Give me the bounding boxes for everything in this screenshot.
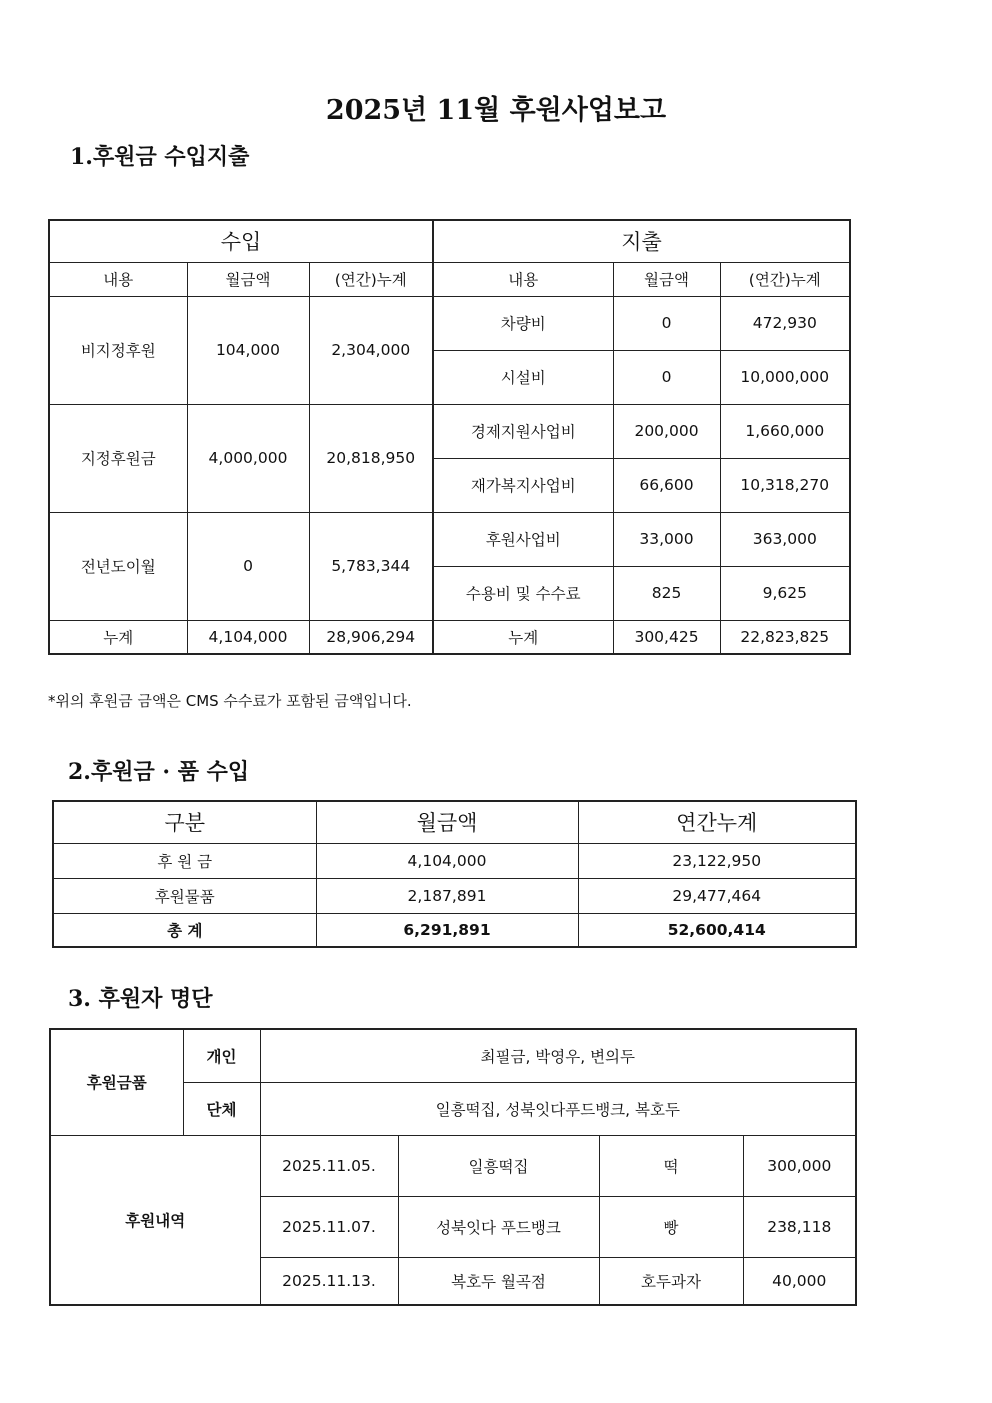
expense-total-cum: 22,823,825 xyxy=(720,620,850,654)
income-total-month: 4,104,000 xyxy=(187,620,309,654)
history-label: 후원내역 xyxy=(50,1135,260,1305)
income-total-label: 누계 xyxy=(49,620,187,654)
table-row xyxy=(53,843,856,878)
expense-cum: 9,625 xyxy=(720,566,850,620)
donor-name: 성북잇다 푸드뱅크 xyxy=(398,1196,599,1257)
fee-note: *위의 후원금 금액은 CMS 수수료가 포함된 금액입니다. xyxy=(48,692,412,710)
income-name: 지정후원금 xyxy=(49,404,187,512)
table-row xyxy=(49,404,850,458)
individual-names: 최필금, 박영우, 변의두 xyxy=(260,1029,856,1082)
category: 후원물품 xyxy=(53,878,316,913)
group-label: 단체 xyxy=(183,1082,260,1135)
document-title: 2025년 11월 후원사업보고 xyxy=(325,95,667,126)
expense-name: 차량비 xyxy=(433,296,613,350)
donation-amount: 40,000 xyxy=(743,1257,856,1305)
income-expense-table xyxy=(48,219,851,655)
income-name: 비지정후원 xyxy=(49,296,187,404)
expense-name: 재가복지사업비 xyxy=(433,458,613,512)
income-total-cum: 28,906,294 xyxy=(309,620,433,654)
donation-amount: 300,000 xyxy=(743,1135,856,1196)
income-header: 수입 xyxy=(49,220,433,262)
col-income-cum: (연간)누계 xyxy=(309,262,433,296)
donation-item: 떡 xyxy=(599,1135,743,1196)
donation-date: 2025.11.07. xyxy=(260,1196,398,1257)
donation-item: 호두과자 xyxy=(599,1257,743,1305)
donation-item: 빵 xyxy=(599,1196,743,1257)
expense-name: 수용비 및 수수료 xyxy=(433,566,613,620)
expense-month: 66,600 xyxy=(613,458,720,512)
table-row xyxy=(50,1135,856,1196)
individual-label: 개인 xyxy=(183,1029,260,1082)
income-cum: 5,783,344 xyxy=(309,512,433,620)
total-row xyxy=(49,620,850,654)
month-amount: 4,104,000 xyxy=(316,843,578,878)
expense-name: 경제지원사업비 xyxy=(433,404,613,458)
month-amount: 2,187,891 xyxy=(316,878,578,913)
expense-total-label: 누계 xyxy=(433,620,613,654)
col-expense-name: 내용 xyxy=(433,262,613,296)
income-name: 전년도이월 xyxy=(49,512,187,620)
table-row xyxy=(53,878,856,913)
expense-month: 33,000 xyxy=(613,512,720,566)
expense-header: 지출 xyxy=(433,220,850,262)
col-expense-month: 월금액 xyxy=(613,262,720,296)
col-month: 월금액 xyxy=(316,801,578,843)
col-income-name: 내용 xyxy=(49,262,187,296)
table-row xyxy=(49,512,850,566)
expense-name: 시설비 xyxy=(433,350,613,404)
section-1-title: 1.후원금 수입지출 xyxy=(70,144,250,170)
total-month: 6,291,891 xyxy=(316,913,578,947)
annual-amount: 29,477,464 xyxy=(578,878,856,913)
donation-date: 2025.11.13. xyxy=(260,1257,398,1305)
expense-cum: 10,000,000 xyxy=(720,350,850,404)
expense-month: 200,000 xyxy=(613,404,720,458)
table-row xyxy=(49,296,850,350)
expense-name: 후원사업비 xyxy=(433,512,613,566)
section-3-title: 3. 후원자 명단 xyxy=(68,986,213,1012)
income-month: 104,000 xyxy=(187,296,309,404)
col-income-month: 월금액 xyxy=(187,262,309,296)
income-cum: 2,304,000 xyxy=(309,296,433,404)
group-names: 일흥떡집, 성북잇다푸드뱅크, 복호두 xyxy=(260,1082,856,1135)
col-expense-cum: (연간)누계 xyxy=(720,262,850,296)
donation-amount: 238,118 xyxy=(743,1196,856,1257)
expense-total-month: 300,425 xyxy=(613,620,720,654)
expense-month: 0 xyxy=(613,350,720,404)
income-month: 4,000,000 xyxy=(187,404,309,512)
donor-list-table xyxy=(49,1028,857,1306)
donor-name: 일흥떡집 xyxy=(398,1135,599,1196)
income-cum: 20,818,950 xyxy=(309,404,433,512)
col-annual: 연간누계 xyxy=(578,801,856,843)
expense-cum: 10,318,270 xyxy=(720,458,850,512)
section-2-title: 2.후원금 · 품 수입 xyxy=(68,759,250,785)
donation-date: 2025.11.05. xyxy=(260,1135,398,1196)
expense-cum: 363,000 xyxy=(720,512,850,566)
total-row xyxy=(53,913,856,947)
total-annual: 52,600,414 xyxy=(578,913,856,947)
expense-month: 0 xyxy=(613,296,720,350)
total-label: 총 계 xyxy=(53,913,316,947)
expense-cum: 472,930 xyxy=(720,296,850,350)
annual-amount: 23,122,950 xyxy=(578,843,856,878)
category: 후 원 금 xyxy=(53,843,316,878)
donation-summary-table xyxy=(52,800,857,948)
expense-month: 825 xyxy=(613,566,720,620)
goods-label: 후원금품 xyxy=(50,1029,183,1135)
expense-cum: 1,660,000 xyxy=(720,404,850,458)
col-category: 구분 xyxy=(53,801,316,843)
income-month: 0 xyxy=(187,512,309,620)
donor-name: 복호두 월곡점 xyxy=(398,1257,599,1305)
